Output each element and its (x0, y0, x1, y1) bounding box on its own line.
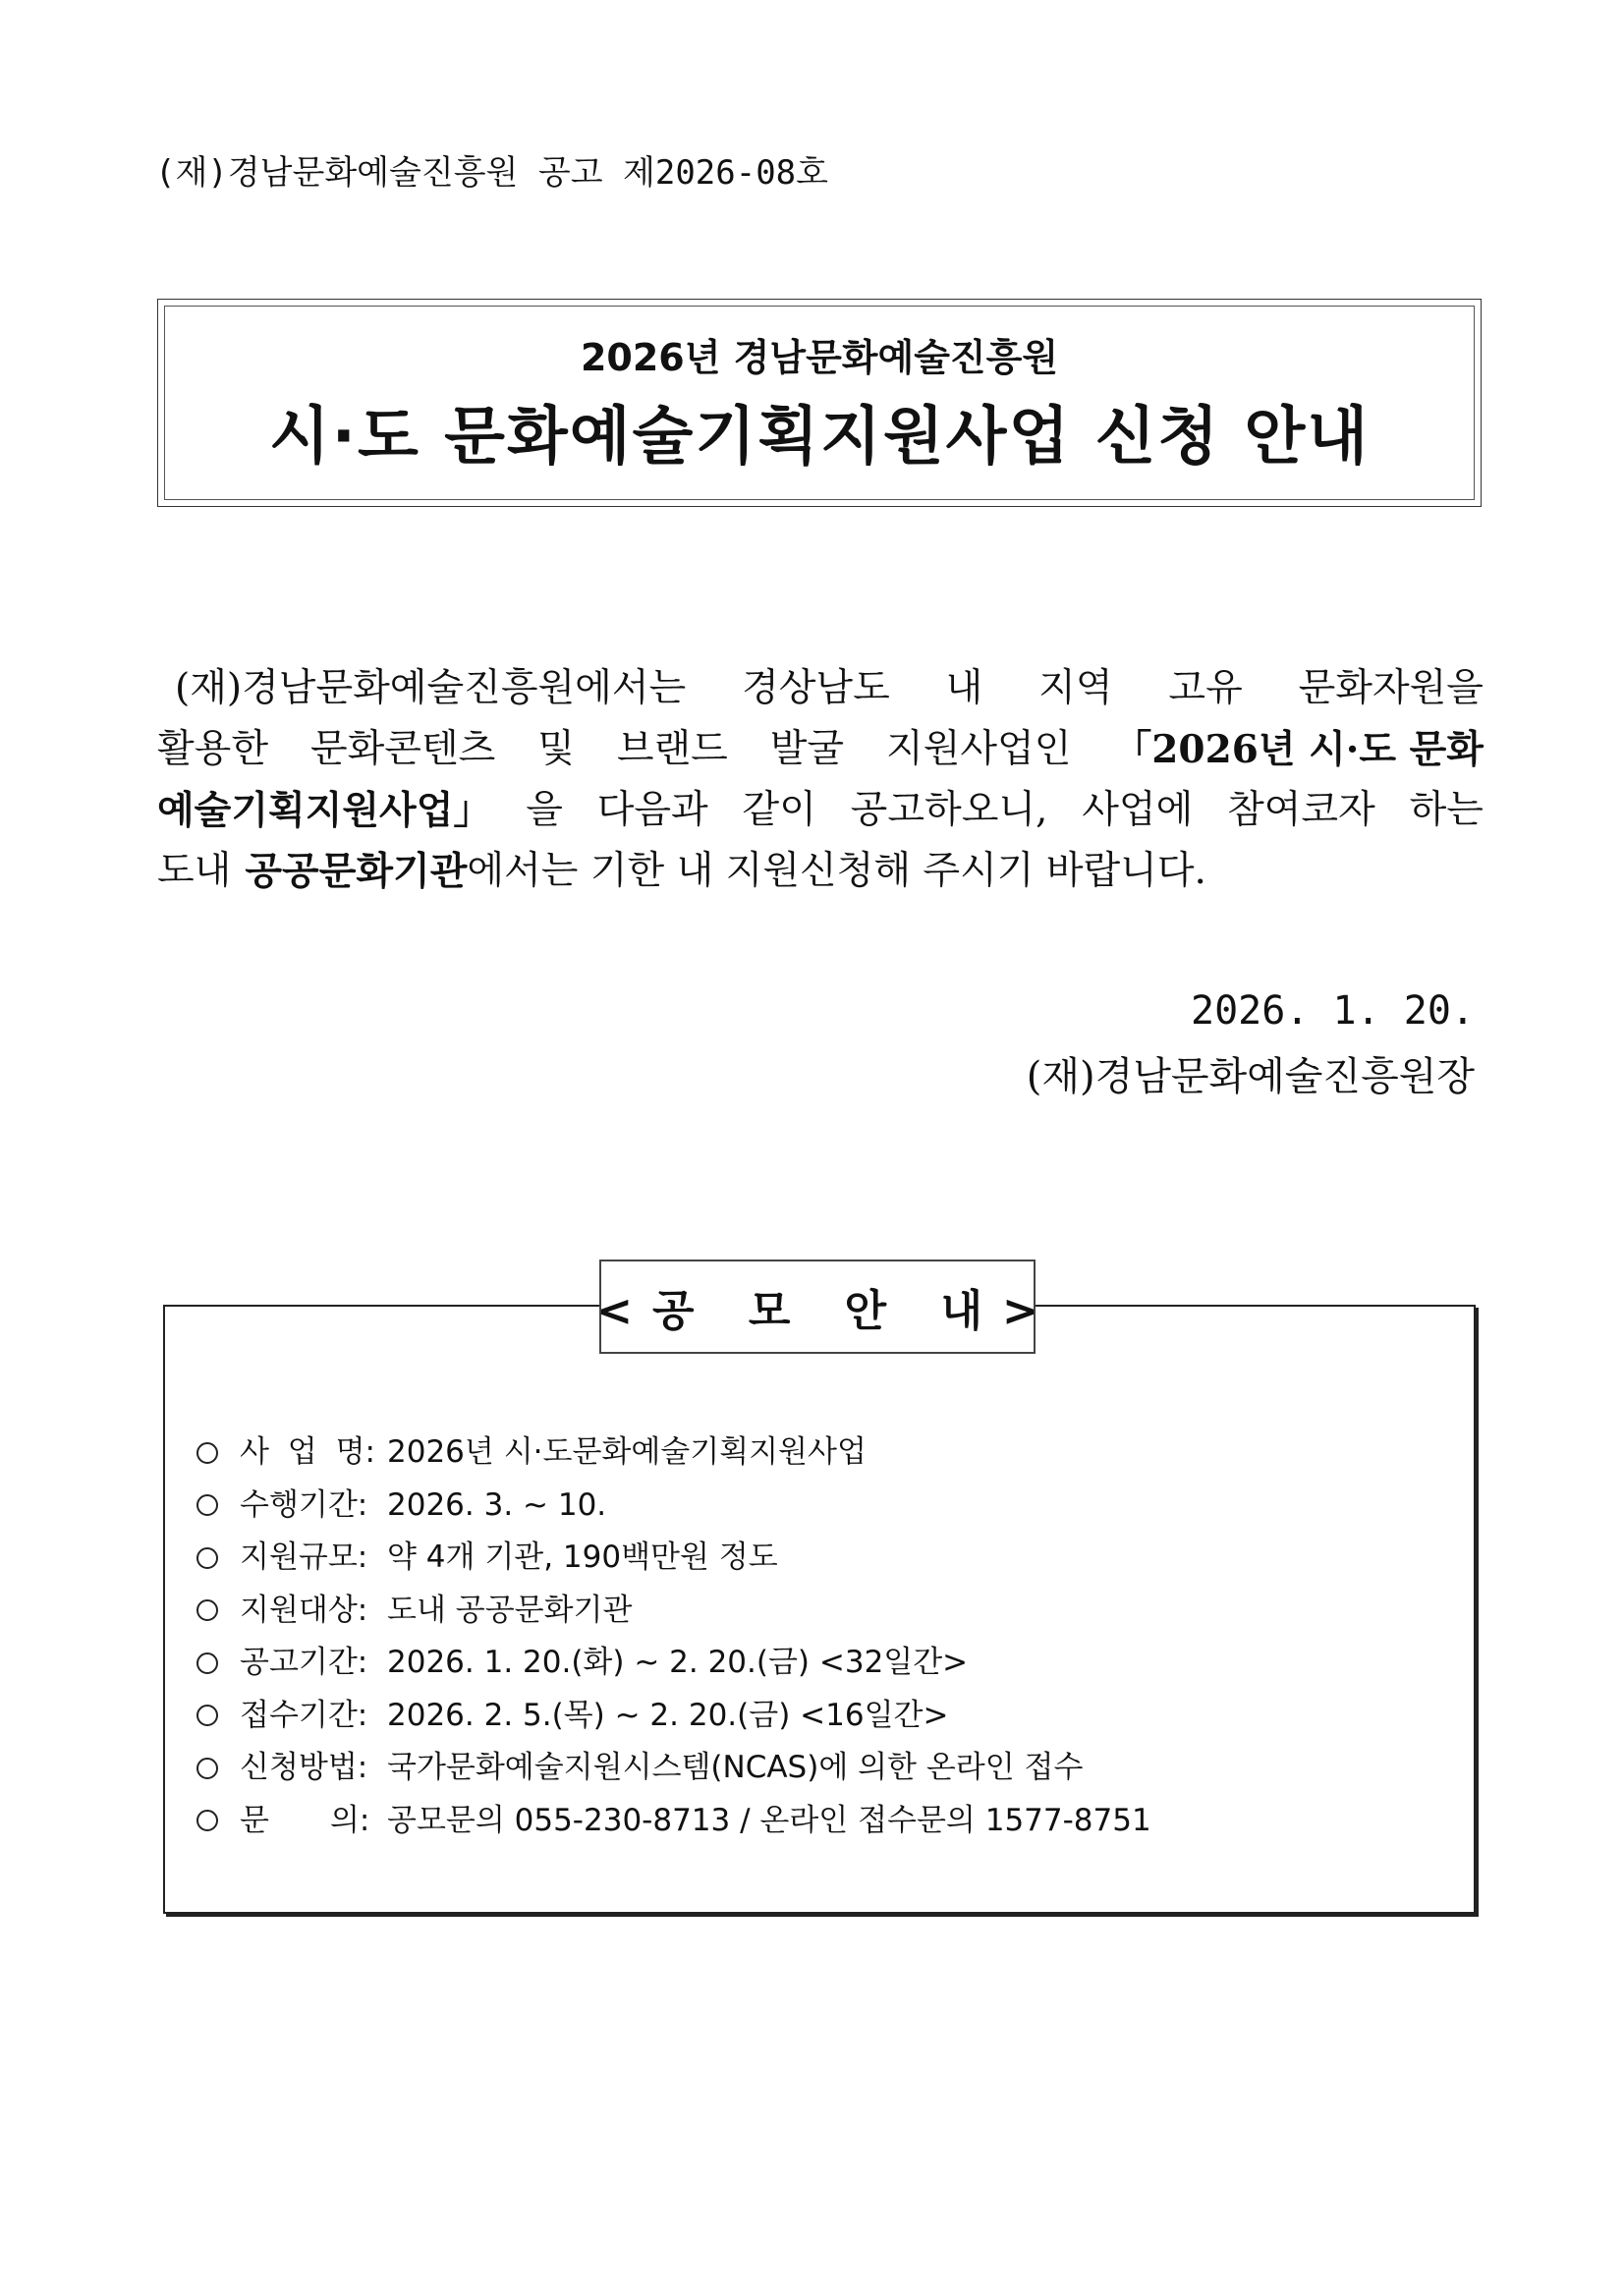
title-box (157, 299, 1482, 507)
label-char: 문 (240, 1802, 269, 1838)
announcement-date: 2026. 1. 20. (1191, 988, 1475, 1034)
body-word: 다음과 (596, 788, 708, 832)
info-label: 접수기간: (240, 1697, 368, 1733)
info-value: 공모문의 055-230-8713 / 온라인 접수문의 1577-8751 (387, 1802, 1151, 1838)
info-item-application-period (196, 1690, 1151, 1743)
info-label: 공고기간: (240, 1645, 368, 1680)
signer: (재)경남문화예술진흥원장 (1026, 1054, 1475, 1099)
announcement-number: (재)경남문화예술진흥원 공고 제2026-08호 (155, 153, 828, 193)
body-word: 경상남도 (742, 666, 890, 710)
body-line-1 (157, 658, 1484, 719)
info-label: 지원규모: (240, 1540, 368, 1575)
circle-bullet-icon (196, 1599, 218, 1621)
body-word: 활용한 (157, 727, 269, 771)
target-institution: 공공문화기관 (245, 849, 468, 894)
label-char: 명: (335, 1434, 375, 1470)
label-char: 업 (287, 1434, 317, 1470)
info-label: 신청방법: (240, 1750, 368, 1785)
info-box-header: <공 모 안 내> (599, 1260, 1036, 1354)
info-item-inquiry (196, 1795, 1151, 1848)
body-word: 문화자원을 (1298, 666, 1484, 710)
circle-bullet-icon (196, 1547, 218, 1569)
program-name-end: 예술기획지원사업」 (157, 788, 492, 833)
info-value: 2026. 3. ~ 10. (387, 1486, 607, 1523)
body-paragraph (157, 658, 1484, 902)
info-label (240, 1427, 375, 1480)
title-main: 시·도 문화예술기획지원사업 신청 안내 (268, 401, 1371, 474)
body-word: (재)경남문화예술진흥원에서는 (175, 666, 687, 710)
body-word: 브랜드 (616, 727, 728, 771)
info-value: 2026년 시·도문화예술기획지원사업 (387, 1434, 867, 1470)
body-word: 및 (537, 727, 575, 771)
body-word: 참여코자 (1227, 788, 1375, 832)
title-subtitle: 2026년 경남문화예술진흥원 (580, 336, 1059, 379)
circle-bullet-icon (196, 1810, 218, 1831)
info-label: 지원대상: (240, 1592, 368, 1628)
label-char: 의: (329, 1802, 370, 1838)
body-line-2 (157, 719, 1484, 780)
circle-bullet-icon (196, 1494, 218, 1516)
body-word: 사업에 (1082, 788, 1194, 832)
info-item-period (196, 1480, 1151, 1533)
body-word: 도내 (157, 849, 232, 893)
circle-bullet-icon (196, 1442, 218, 1464)
body-line-3 (157, 780, 1484, 841)
info-item-scale (196, 1532, 1151, 1585)
program-name-start: 「2026년 시·도 문화 (1113, 727, 1484, 772)
info-label: 수행기간: (240, 1486, 368, 1523)
circle-bullet-icon (196, 1705, 218, 1726)
info-item-target (196, 1585, 1151, 1638)
body-rest: 에서는 기한 내 지원신청해 주시기 바랍니다. (467, 849, 1206, 893)
info-value: 도내 공공문화기관 (387, 1592, 633, 1628)
info-label (240, 1795, 375, 1848)
body-word: 같이 (742, 788, 816, 832)
info-item-method (196, 1742, 1151, 1795)
body-word: 문화콘텐츠 (309, 727, 496, 771)
info-value: 약 4개 기관, 190백만원 정도 (387, 1540, 778, 1575)
body-word: 발굴 (769, 727, 845, 771)
body-word: 지원사업인 (886, 727, 1072, 771)
info-list (196, 1427, 1151, 1847)
body-word: 공고하오니, (850, 788, 1048, 832)
info-value: 국가문화예술지원시스템(NCAS)에 의한 온라인 접수 (387, 1750, 1084, 1785)
body-word: 내 (945, 666, 983, 710)
info-item-notice-period (196, 1637, 1151, 1690)
label-char: 사 (240, 1434, 269, 1470)
info-value: 2026. 1. 20.(화) ~ 2. 20.(금) <32일간> (387, 1645, 969, 1680)
circle-bullet-icon (196, 1758, 218, 1779)
body-word: 을 (526, 788, 563, 832)
body-word: 지역 (1038, 666, 1113, 710)
body-line-4 (157, 841, 1484, 902)
body-word: 하는 (1409, 788, 1484, 832)
body-word: 고유 (1168, 666, 1243, 710)
info-value: 2026. 2. 5.(목) ~ 2. 20.(금) <16일간> (387, 1697, 949, 1733)
circle-bullet-icon (196, 1652, 218, 1674)
info-item-program-name (196, 1427, 1151, 1480)
